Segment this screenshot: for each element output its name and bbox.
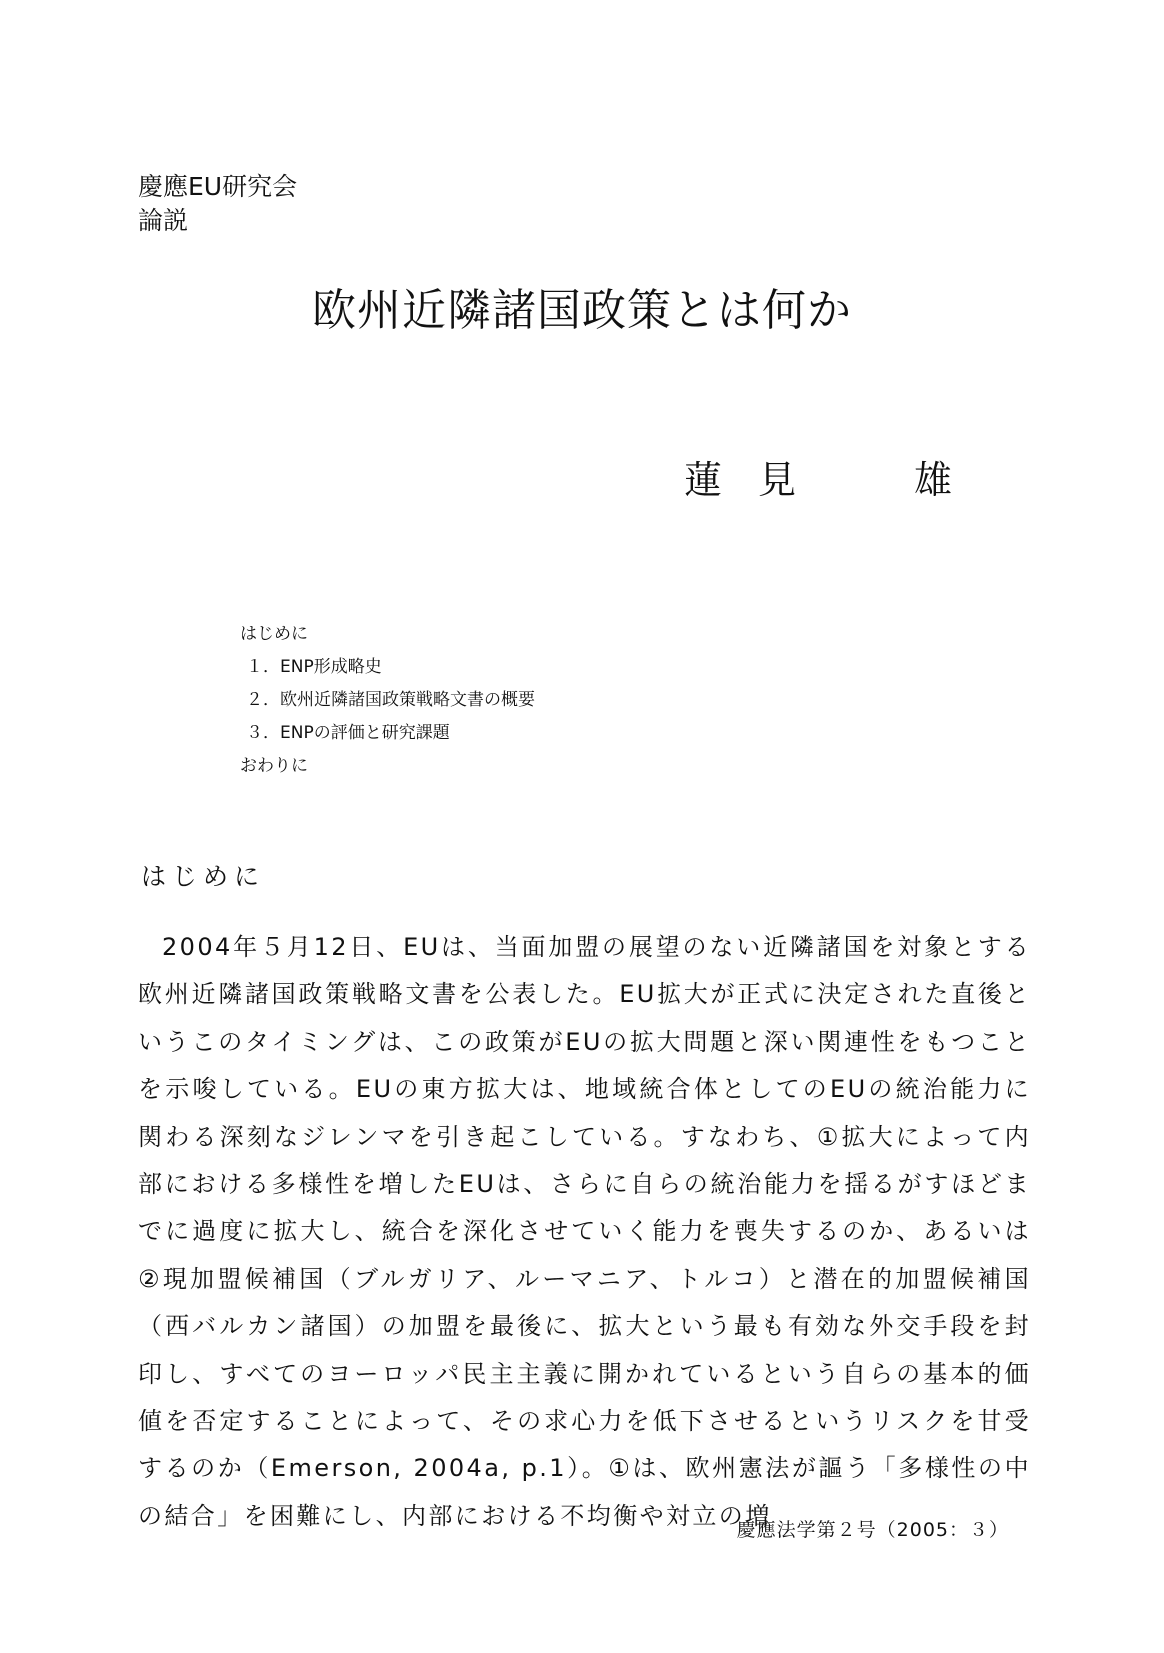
toc-item: ３．ENPの評価と研究課題	[246, 723, 450, 743]
toc-item: １．ENP形成略史	[246, 657, 382, 677]
body-paragraph-text: 2004年５月12日、EUは、当面加盟の展望のない近隣諸国を対象とする欧州近隣諸国政策戦略文書を公表した。EU拡大が正式に決定された直後というこのタイミングは、この政策がEUの拡大問題と深い関連性をもつことを示唆している。EUの東方拡大は、地域統合体としてのEUの統治能力に関わる深刻なジレンマを引き起こしている。すなわち、①拡大によって内部における多様性を増したEUは、さらに自らの統治能力を揺るがすほどまでに過度に拡大し、統合を深化させていく能力を喪失するのか、あるいは②現加盟候補国（ブルガリア、ルーマニア、トルコ）と潜在的加盟候補国（西バルカン諸国）の加盟を最後に、拡大という最も有効な外交手段を封印し、すべてのヨーロッパ民主主義に開かれているという自らの基本的価値を否定することによって、その求心力を低下させるというリスクを甘受するのか（Emerson, 2004a, p.1）。①は、欧州憲法が謳う「多様性の中の結合」を困難にし、内部における不均衡や対立の増	[138, 933, 1031, 1530]
page-footer: 慶應法学第２号（2005：３）	[736, 1519, 1009, 1541]
header-block	[138, 170, 297, 238]
section-heading: はじめに	[141, 862, 266, 891]
body-paragraph	[138, 924, 1031, 1540]
toc-item: はじめに	[240, 624, 308, 644]
toc-item: おわりに	[240, 756, 308, 776]
author-family-1: 蓮	[684, 458, 723, 502]
author-family-2: 見	[758, 458, 797, 502]
society-name: 慶應EU研究会	[138, 172, 298, 201]
author-given: 雄	[914, 458, 953, 502]
toc-item: ２．欧州近隣諸国政策戦略文書の概要	[246, 690, 535, 710]
article-category: 論説	[138, 206, 189, 235]
page-title: 欧州近隣諸国政策とは何か	[312, 285, 852, 336]
table-of-contents	[240, 618, 535, 783]
